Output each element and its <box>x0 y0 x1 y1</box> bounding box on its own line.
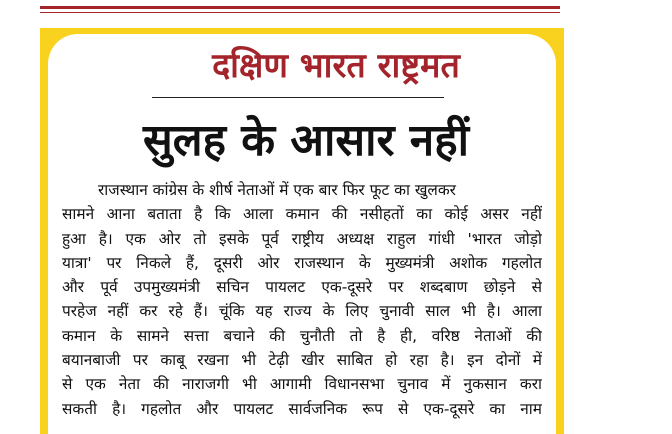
article-line: यात्रा' पर निकले हैं, दूसरी ओर राजस्थान के मुख्यमंत्री अशोक गहलोत <box>62 253 542 272</box>
article-line: कमान के सामने सत्ता बचाने की चुनौती तो है ही, वरिष्ठ नेताओं की <box>62 326 542 345</box>
top-rule-thin <box>40 12 560 13</box>
article-line: सामने आना बताता है कि आला कमान की नसीहतों का कोई असर नहीं <box>62 205 542 224</box>
article-body <box>62 178 542 421</box>
article-line: और पूर्व उपमुख्यमंत्री सचिन पायलट एक-दूसरे पर शब्दबाण छोड़ने से <box>62 278 542 297</box>
top-rule-thick <box>40 6 560 9</box>
article-line: राजस्थान कांग्रेस के शीर्ष नेताओं में एक बार फिर फूट का खुलकर <box>98 181 456 199</box>
article-line: सकती है। गहलोत और पायलट सार्वजनिक रूप से एक-दूसरे का नाम <box>62 399 542 418</box>
article-headline: सुलह के आसार नहीं <box>143 115 469 166</box>
article-line: बयानबाजी पर काबू रखना भी टेढ़ी खीर साबित हो रहा है। इन दोनों में <box>62 351 542 370</box>
article-line: हुआ है। एक ओर तो इसके पूर्व राष्ट्रीय अध्यक्ष राहुल गांधी 'भारत जोड़ो <box>62 229 542 248</box>
masthead-title: दक्षिण भारत राष्ट्रमत <box>212 46 460 86</box>
article-line: से एक नेता की नाराजगी भी आगामी विधानसभा चुनाव में नुकसान करा <box>62 375 542 394</box>
article-line: परहेज नहीं कर रहे हैं। चूंकि यह राज्य के लिए चुनावी साल भी है। आला <box>62 302 542 321</box>
masthead-underline <box>152 97 444 98</box>
